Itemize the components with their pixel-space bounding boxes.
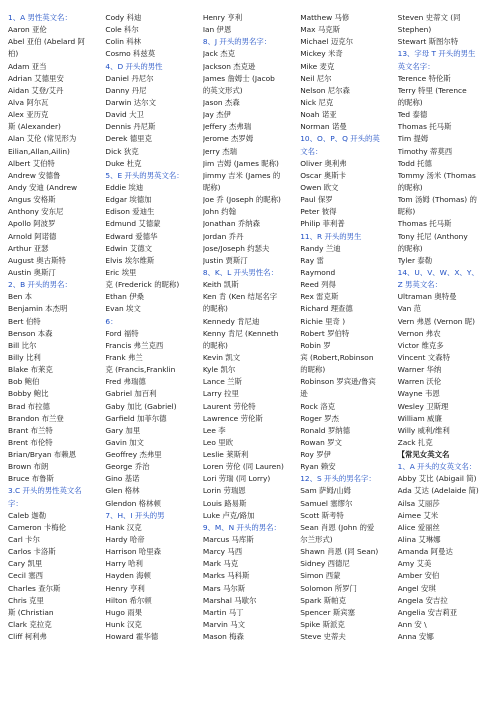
name-entry: Marks 马科斯 xyxy=(202,571,250,581)
name-entry: 克 (Frederick 的昵称) xyxy=(105,280,180,290)
name-entry: 昵称) xyxy=(397,207,416,217)
name-entry: Edwin 艾德文 xyxy=(105,243,153,253)
name-entry: Ronald 罗纳德 xyxy=(300,425,351,435)
name-entry: Ann 安 \ xyxy=(397,620,427,630)
name-entry: Frank 弗兰 xyxy=(105,352,143,362)
name-entry: Edgar 埃德加 xyxy=(105,195,152,205)
name-entry: 的昵称) xyxy=(397,243,423,253)
name-entry: Luke 卢克/路加 xyxy=(202,510,255,520)
name-entry: Brad 布拉德 xyxy=(8,401,50,411)
name-entry: Tyler 泰勒 xyxy=(397,255,433,265)
name-entry: Kennedy 肯尼迪 xyxy=(202,316,260,326)
name-entry: Richie 里奇 ) xyxy=(300,316,346,326)
column-5 xyxy=(398,12,492,702)
name-entry: Hardy 哈帝 xyxy=(105,535,145,545)
section-heading: 文名： xyxy=(300,146,323,156)
name-entry: Jimmy 吉米 (James 的 xyxy=(202,170,281,180)
name-entry: Willy 威利/维利 xyxy=(397,425,450,435)
name-entry: Jackson 杰克逊 xyxy=(202,61,256,71)
name-entry: Gary 加里 xyxy=(105,425,141,435)
name-entry: Sean 肖恩 (John 的爱 xyxy=(300,522,375,532)
name-entry: Mason 梅森 xyxy=(202,632,244,642)
name-entry: Anna 安娜 xyxy=(397,632,434,642)
name-entry: Wesley 卫斯理 xyxy=(397,401,449,411)
name-entry: 的昵称) xyxy=(397,182,423,192)
name-entry: Hayden 海顿 xyxy=(105,571,151,581)
name-entry: Ted 泰德 xyxy=(397,110,428,120)
name-entry: Rex 雷克斯 xyxy=(300,292,339,302)
name-entry: 的昵称) xyxy=(397,97,423,107)
name-entry: Stewart 斯图尔特 xyxy=(397,37,459,47)
name-entry: Mike 麦克 xyxy=(300,61,335,71)
name-entry: Rowan 罗文 xyxy=(300,437,342,447)
name-entry: Garfield 加菲尔德 xyxy=(105,413,167,423)
name-entry: Scott 斯考特 xyxy=(300,510,344,520)
name-entry: Jerome 杰罗姆 xyxy=(202,134,254,144)
name-entry: Solomon 所罗门 xyxy=(300,583,357,593)
name-entry: Elvis 埃尔维斯 xyxy=(105,255,155,265)
name-entry: Spencer 斯宾塞 xyxy=(300,607,356,617)
name-entry: Fred 弗瑞德 xyxy=(105,377,146,387)
name-entry: Ryan 赖安 xyxy=(300,462,336,472)
name-entry: Keith 凯斯 xyxy=(202,280,239,290)
name-entry: Glen 格林 xyxy=(105,486,140,496)
name-entry: Billy 比利 xyxy=(8,352,41,362)
name-entry: Simon 西蒙 xyxy=(300,571,341,581)
name-entry: 尔兰形式) xyxy=(300,535,333,545)
name-entry: Ultraman 奥特曼 xyxy=(397,292,457,302)
name-entry: Rock 洛克 xyxy=(300,401,336,411)
name-entry: Angel 安琪 xyxy=(397,583,436,593)
name-entry: 克 (Francis,Franklin xyxy=(105,365,176,375)
name-entry: Randy 兰迪 xyxy=(300,243,341,253)
name-entry: Leo 里欧 xyxy=(202,437,233,447)
name-entry: Henry 亨利 xyxy=(105,583,145,593)
section-heading: 英文名字： xyxy=(397,61,435,71)
name-entry: Alex 亚历克 xyxy=(8,110,49,120)
name-entry: Jay 杰伊 xyxy=(202,110,232,120)
column-1 xyxy=(8,12,102,702)
name-entry: Ray 雷 xyxy=(300,255,324,265)
name-entry: Zack 扎克 xyxy=(397,437,433,447)
name-entry: Bert 伯特 xyxy=(8,316,41,326)
name-entry: Oscar 奥斯卡 xyxy=(300,170,347,180)
name-entry: Benjamin 本杰明 xyxy=(8,304,68,314)
name-entry: Jeffery 杰弗瑞 xyxy=(202,122,252,132)
name-entry: Shawn 肖恩 (同 Sean) xyxy=(300,547,379,557)
name-entry: Arthur 亚瑟 xyxy=(8,243,49,253)
name-entry: Thomas 托马斯 xyxy=(397,122,452,132)
name-entry: Danny 丹尼 xyxy=(105,85,147,95)
name-entry: 柏) xyxy=(8,49,19,59)
name-entry: Philip 菲利普 xyxy=(300,219,345,229)
name-entry: Vincent 文森特 xyxy=(397,352,450,362)
name-entry: Lee 李 xyxy=(202,425,226,435)
name-entry: Kyle 凯尔 xyxy=(202,365,236,375)
section-heading: 2、B 开头的男名： xyxy=(8,280,72,290)
name-entry: Matthew 马修 xyxy=(300,13,350,22)
name-entry: Caleb 迦勒 xyxy=(8,510,47,520)
name-entry: Raymond xyxy=(300,267,336,277)
section-heading: 14、U、V、W、X、Y、 xyxy=(397,267,479,277)
name-entry: Ian 伊恩 xyxy=(202,25,232,35)
section-heading: 7、H、I 开头的男 xyxy=(105,510,165,520)
name-entry: Dennis 丹尼斯 xyxy=(105,122,156,132)
name-entry: Brant 布兰特 xyxy=(8,425,53,435)
name-entry: Harrison 哈里森 xyxy=(105,547,162,557)
name-entry: Vern 弗恩 (Vernon 昵) xyxy=(397,316,476,326)
name-entry: Spike 斯派克 xyxy=(300,620,345,630)
name-entry: Marcy 马西 xyxy=(202,547,243,557)
name-entry: Edward 爱德华 xyxy=(105,231,158,241)
name-entry: Aaron 亚伦 xyxy=(8,25,47,35)
name-entry: Samuel 塞缪尔 xyxy=(300,498,353,508)
name-entry: Norman 诺曼 xyxy=(300,122,347,132)
name-entry: Edison 爱迪生 xyxy=(105,207,155,217)
name-entry: Hilton 希尔顿 xyxy=(105,595,152,605)
name-entry: Anthony 安东尼 xyxy=(8,207,64,217)
name-entry: James 詹姆士 (Jacob xyxy=(202,73,275,83)
name-entry: 宾 (Robert,Robinson xyxy=(300,352,374,362)
name-entry: Gino 基诺 xyxy=(105,474,140,484)
name-entry: Hank 汉克 xyxy=(105,522,142,532)
name-entry: Cameron 卡梅伦 xyxy=(8,522,67,532)
name-entry: Bobby 鲍比 xyxy=(8,389,49,399)
section-heading: 6： xyxy=(105,316,118,326)
name-entry: Oliver 奥利弗 xyxy=(300,158,347,168)
name-entry: Lawrence 劳伦斯 xyxy=(202,413,263,423)
name-entry: Bob 鲍伯 xyxy=(8,377,40,387)
name-entry: Ford 福特 xyxy=(105,328,139,338)
name-entry: Cole 科尔 xyxy=(105,25,139,35)
section-heading: Z 男英文名： xyxy=(397,280,442,290)
name-entry: Eddie 埃迪 xyxy=(105,182,144,192)
name-entry: 的昵称) xyxy=(202,304,228,314)
name-entry: Derek 德里克 xyxy=(105,134,152,144)
name-entry: Marvin 马文 xyxy=(202,620,245,630)
name-entry: 昵称) xyxy=(202,182,221,192)
name-entry: Ada 艾达 (Adelaide 简) xyxy=(397,486,479,496)
name-entry: Terence 特伦斯 xyxy=(397,73,451,83)
name-entry: Carl 卡尔 xyxy=(8,535,40,545)
name-entry: Richard 理查德 xyxy=(300,304,353,314)
name-entry: Abby 艾比 (Abigail 简) xyxy=(397,474,477,484)
name-entry: 的英文形式) xyxy=(202,85,243,95)
name-entry: Tony 托尼 (Anthony xyxy=(397,231,468,241)
section-title: 【常见女英文名 xyxy=(397,450,450,460)
name-entry: William 威廉 xyxy=(397,413,442,423)
name-entry: 斯 (Christian xyxy=(8,607,54,617)
name-entry: Henry 亨利 xyxy=(202,13,243,22)
name-entry: Noah 诺亚 xyxy=(300,110,337,120)
name-entry: Brian/Bryan 布赖恩 xyxy=(8,450,77,460)
name-entry: Nelson 尼尔森 xyxy=(300,85,350,95)
name-entry: Timothy 蒂莫西 xyxy=(397,146,453,156)
name-entry: Mars 马尔斯 xyxy=(202,583,246,593)
name-entry: Austin 奥斯汀 xyxy=(8,267,56,277)
name-entry: Cliff 柯利弗 xyxy=(8,632,47,642)
name-entry: Aidan 艾登/艾丹 xyxy=(8,85,64,95)
name-entry: Lori 劳瑞 (同 Lorry) xyxy=(202,474,271,484)
name-entry: Evan 埃文 xyxy=(105,304,141,314)
name-entry: Chris 克里 xyxy=(8,595,44,605)
name-entry: Jose/Joseph 约瑟夫 xyxy=(202,243,270,253)
name-entry: Reed 列得 xyxy=(300,280,336,290)
name-entry: Steve 史蒂夫 xyxy=(300,632,346,642)
name-entry: 的昵称) xyxy=(300,365,326,375)
column-2 xyxy=(105,12,199,702)
name-entry: George 乔治 xyxy=(105,462,150,472)
name-entry: Spark 斯帕克 xyxy=(300,595,346,605)
column-3 xyxy=(203,12,297,702)
name-entry: Thomas 托马斯 xyxy=(397,219,452,229)
name-entry: Robin 罗 xyxy=(300,340,331,350)
name-entry: Glendon 格林顿 xyxy=(105,498,161,508)
name-entry: Francis 弗兰克西 xyxy=(105,340,164,350)
name-entry: Andy 安迪 (Andrew xyxy=(8,182,78,192)
name-entry: Van 范 xyxy=(397,304,422,314)
name-entry: Marcus 马库斯 xyxy=(202,535,254,545)
name-entry: Leslie 莱斯利 xyxy=(202,450,249,460)
name-entry: Larry 拉里 xyxy=(202,389,239,399)
name-entry: Jim 吉姆 (James 昵称) xyxy=(202,158,279,168)
name-entry: Brent 布伦特 xyxy=(8,437,53,447)
name-entry: Mark 马克 xyxy=(202,559,239,569)
section-heading: 13、字母 T 开头的男生 xyxy=(397,49,476,59)
name-entry: Lorin 劳瑞恩 xyxy=(202,486,246,496)
name-entry: Jerry 杰瑞 xyxy=(202,146,237,156)
name-entry: Kenny 肯尼 (Kenneth xyxy=(202,328,279,338)
name-entry: Ethan 伊桑 xyxy=(105,292,145,302)
name-entry: Alice 爱丽丝 xyxy=(397,522,440,532)
name-entry: Sam 萨姆/山姆 xyxy=(300,486,352,496)
name-entry: Alva 阿尔瓦 xyxy=(8,97,49,107)
name-entry: Max 马克斯 xyxy=(300,25,341,35)
name-entry: Bill 比尔 xyxy=(8,340,37,350)
name-entry: Eilian,Allan,Ailin) xyxy=(8,146,70,156)
name-entry: August 奥古斯特 xyxy=(8,255,66,265)
section-heading: 4、D 开头的男性 xyxy=(105,61,163,71)
name-list-columns xyxy=(8,12,492,702)
name-entry: Loren 劳伦 (同 Lauren) xyxy=(202,462,284,472)
name-entry: Angelia 安吉莉亚 xyxy=(397,607,458,617)
name-entry: Amanda 阿曼达 xyxy=(397,547,453,557)
name-entry: Alina 艾琳娜 xyxy=(397,535,441,545)
name-entry: Harry 哈利 xyxy=(105,559,143,569)
name-entry: Robert 罗伯特 xyxy=(300,328,350,338)
name-entry: Howard 霍华德 xyxy=(105,632,159,642)
name-entry: Martin 马丁 xyxy=(202,607,244,617)
name-entry: Amy 艾美 xyxy=(397,559,432,569)
name-entry: Aimee 艾米 xyxy=(397,510,439,520)
name-entry: Hugo 雨果 xyxy=(105,607,142,617)
name-entry: Joe 乔 (Joseph 的昵称) xyxy=(202,195,281,205)
name-entry: Amber 安伯 xyxy=(397,571,440,581)
name-entry: John 约翰 xyxy=(202,207,237,217)
name-entry: Robinson 罗宾逊/鲁宾 xyxy=(300,377,376,387)
name-entry: Roy 罗伊 xyxy=(300,450,332,460)
section-heading: 12、S 开头的男名字： xyxy=(300,474,376,484)
name-entry: Owen 欧文 xyxy=(300,182,339,192)
name-entry: Stephen) xyxy=(397,25,432,35)
name-entry: Nick 尼克 xyxy=(300,97,334,107)
name-entry: Louis 路易斯 xyxy=(202,498,247,508)
name-entry: Ben 本 xyxy=(8,292,33,302)
name-entry: Adam 亚当 xyxy=(8,61,47,71)
name-entry: Ailsa 艾丽莎 xyxy=(397,498,440,508)
name-entry: Geoffrey 杰弗里 xyxy=(105,450,162,460)
name-entry: Daniel 丹尼尔 xyxy=(105,73,154,83)
name-entry: Brown 布朗 xyxy=(8,462,49,472)
name-entry: Andrew 安德鲁 xyxy=(8,170,61,180)
name-entry: Todd 托德 xyxy=(397,158,432,168)
name-entry: Cody 科迪 xyxy=(105,13,142,22)
name-entry: Peter 彼得 xyxy=(300,207,337,217)
name-entry: Hunk 汉克 xyxy=(105,620,142,630)
name-entry: Cecil 塞西 xyxy=(8,571,44,581)
name-entry: Arnold 阿诺德 xyxy=(8,231,57,241)
name-entry: 斯 (Alexander) xyxy=(8,122,61,132)
name-entry: Jack 杰克 xyxy=(202,49,235,59)
section-heading: 8、K、L 开头男性名： xyxy=(202,267,278,277)
name-entry: Tim 提姆 xyxy=(397,134,429,144)
section-heading: 1、A 男性英文名： xyxy=(8,13,72,22)
name-entry: Justin 贾斯汀 xyxy=(202,255,248,265)
name-entry: Wayne 韦恩 xyxy=(397,389,440,399)
name-entry: Carlos 卡洛斯 xyxy=(8,547,56,557)
name-entry: Laurent 劳伦特 xyxy=(202,401,256,411)
name-entry: Gaby 加比 (Gabriel) xyxy=(105,401,177,411)
name-entry: Paul 保罗 xyxy=(300,195,333,205)
name-entry: Vernon 弗农 xyxy=(397,328,441,338)
name-entry: Sidney 西德尼 xyxy=(300,559,350,569)
name-entry: Gavin 加文 xyxy=(105,437,144,447)
name-entry: Duke 杜克 xyxy=(105,158,142,168)
name-entry: Benson 本森 xyxy=(8,328,53,338)
section-heading: 3.C 开头的男性英文名 xyxy=(8,486,82,496)
name-entry: Alan 艾伦 (常见形为 xyxy=(8,134,77,144)
name-entry: Charles 查尔斯 xyxy=(8,583,61,593)
name-entry: Abel 亚伯 (Abelard 阿 xyxy=(8,37,85,47)
name-entry: Cosmo 科兹莫 xyxy=(105,49,156,59)
section-heading: 1、A 开头的女英文名： xyxy=(397,462,477,472)
name-entry: Ken 肯 (Ken 结尾名字 xyxy=(202,292,278,302)
name-entry: Jordan 乔丹 xyxy=(202,231,244,241)
name-entry: Albert 艾伯特 xyxy=(8,158,55,168)
name-entry: Warren 沃伦 xyxy=(397,377,442,387)
name-entry: Angus 安格斯 xyxy=(8,195,56,205)
name-entry: Lance 兰斯 xyxy=(202,377,242,387)
name-entry: Victor 维克多 xyxy=(397,340,444,350)
section-heading: 9、M、N 开头的男名： xyxy=(202,522,281,532)
column-4 xyxy=(300,12,394,702)
name-entry: Eric 埃里 xyxy=(105,267,137,277)
name-entry: Blake 布莱克 xyxy=(8,365,53,375)
name-entry: Tom 汤姆 (Thomas) 的 xyxy=(397,195,477,205)
name-entry: 的昵称) xyxy=(202,340,228,350)
section-heading: 5、E 开头的男英文名： xyxy=(105,170,184,180)
name-entry: Apollo 阿波罗 xyxy=(8,219,56,229)
section-heading: 10、O、P、Q 开头的英 xyxy=(300,134,380,144)
name-entry: Adrian 艾德里安 xyxy=(8,73,64,83)
name-entry: Dick 狄克 xyxy=(105,146,139,156)
name-entry: Steven 史蒂文 (同 xyxy=(397,13,461,22)
name-entry: David 大卫 xyxy=(105,110,144,120)
name-entry: Angela 安吉拉 xyxy=(397,595,448,605)
name-entry: Terry 特里 (Terence xyxy=(397,85,467,95)
name-entry: Brandon 布兰登 xyxy=(8,413,64,423)
name-entry: Roger 罗杰 xyxy=(300,413,339,423)
name-entry: Tommy 汤米 (Thomas xyxy=(397,170,476,180)
name-entry: Darwin 达尔文 xyxy=(105,97,156,107)
name-entry: Clark 克拉克 xyxy=(8,620,52,630)
name-entry: Michael 迈克尔 xyxy=(300,37,354,47)
name-entry: Jonathan 乔纳森 xyxy=(202,219,261,229)
name-entry: Bruce 布鲁斯 xyxy=(8,474,54,484)
name-entry: Kevin 凯文 xyxy=(202,352,241,362)
name-entry: Neil 尼尔 xyxy=(300,73,332,83)
name-entry: Mickey 米奇 xyxy=(300,49,343,59)
name-entry: 逊 xyxy=(300,389,308,399)
name-entry: Colin 科林 xyxy=(105,37,142,47)
name-entry: Cary 凯里 xyxy=(8,559,43,569)
name-entry: Warner 华纳 xyxy=(397,365,442,375)
name-entry: Edmund 艾德蒙 xyxy=(105,219,161,229)
name-entry: Marshal 马歇尔 xyxy=(202,595,257,605)
section-heading: 11、R 开头的男生 xyxy=(300,231,362,241)
section-heading: 字： xyxy=(8,498,23,508)
name-entry: Jason 杰森 xyxy=(202,97,240,107)
name-entry: Gabriel 加百利 xyxy=(105,389,157,399)
section-heading: 8、J 开头的男名字： xyxy=(202,37,272,47)
